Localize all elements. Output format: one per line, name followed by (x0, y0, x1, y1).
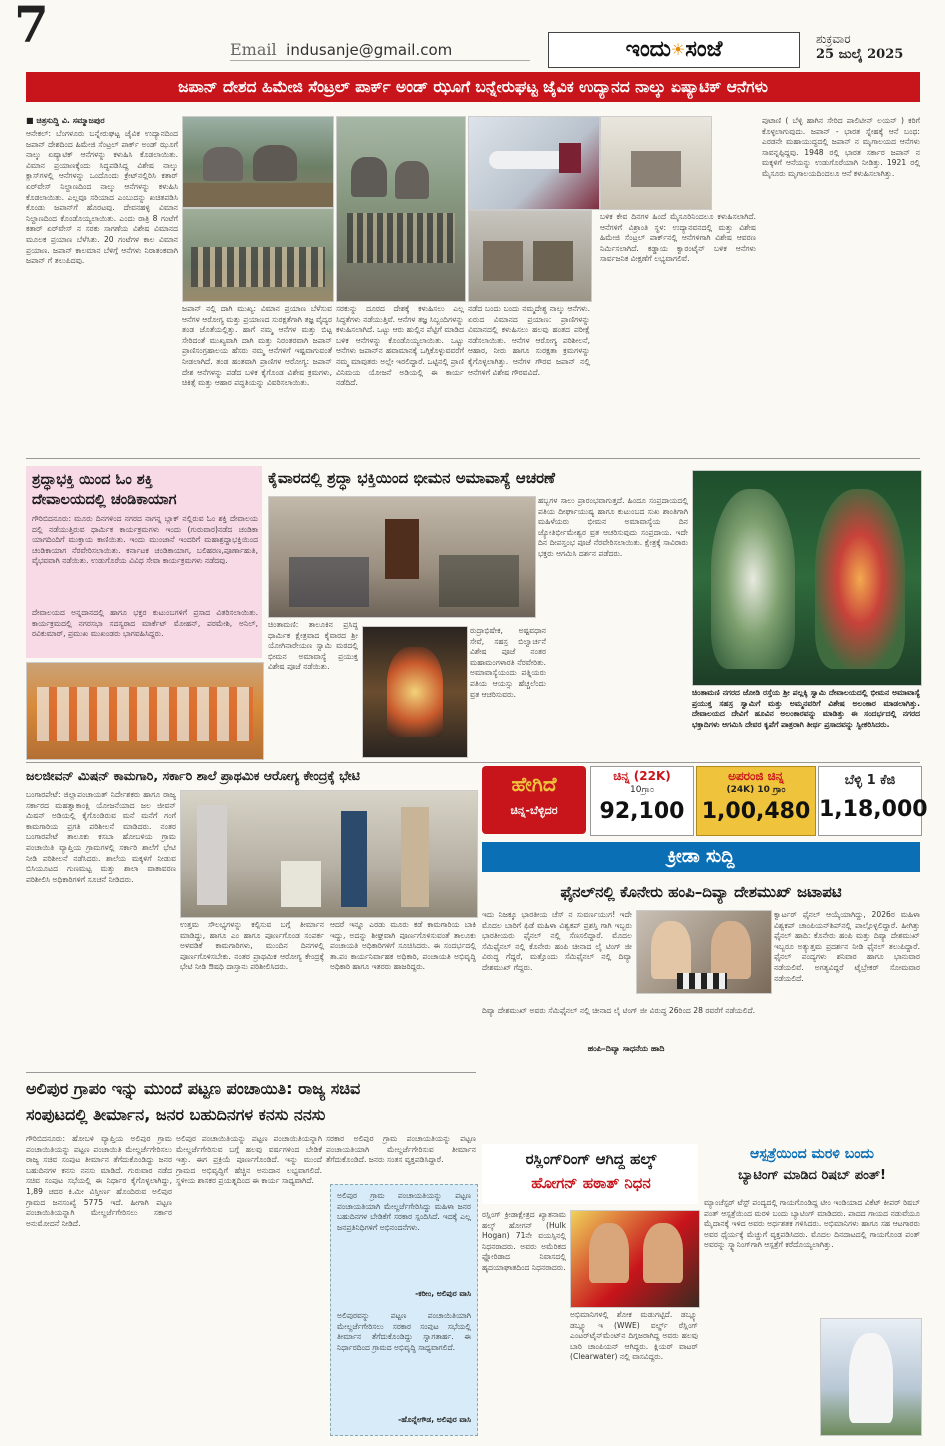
aircraft-tail (559, 143, 581, 173)
newspaper-logo (548, 32, 800, 68)
issue-date: 25 ಜುಲೈ 2025 (816, 47, 904, 62)
gold24-value: 1,00,480 (701, 799, 811, 824)
section-rule (26, 458, 920, 459)
quote-1: ಅಲಿಪುರ ಗ್ರಾಮ ಪಂಚಾಯತಿಯನ್ನು ಪಟ್ಟಣ ಪಂಚಾಯತಿಯಾಗಿ ಮೇಲ್ದರ್ಜೆಗೇರಿಸಿದ್ದು ಮಹಿಳಾ ಜನರ ಬಹುದಿನಗಳ ಬೇಡಿಕೆಗೆ ಸರಕಾರ ಸ್ಪಂದಿಸಿದೆ. ಇದಕ್ಕೆ ಎಲ್ಲ ಜನಪ್ರತಿನಿಧಿಗಳಿಗೆ ಅಭಿನಂದನೆಗಳು. (337, 1191, 471, 1232)
bhima-col-1: ಚಿಂತಾಮಣಿ: ತಾಲೂಕಿನ ಪ್ರಸಿದ್ಧ ಧಾರ್ಮಿಕ ಕ್ಷೇತ್ರವಾದ ಕೈವಾರದ ಶ್ರೀ ಯೋಗಿನಾರೇಯಣ ಸ್ವಾಮಿ ಮಠದಲ್ಲಿ ಭೀಮನ ಅಮಾವಾಸ್ಯೆ ಪ್ರಯುಕ್ತ ವಿಶೇಷ ಪೂಜೆ ನಡೆಯಿತು. (268, 620, 358, 672)
email-label: Email (230, 40, 277, 59)
gold24-box (696, 766, 816, 836)
people-row (191, 247, 325, 287)
gold22-box (590, 766, 694, 836)
pant-body-continued (704, 1318, 816, 1434)
email-address[interactable]: indusanje@gmail.com (286, 41, 453, 59)
crate-shape (631, 151, 681, 187)
lead-headline: ಜಪಾನ್ ದೇಶದ ಹಿಮೇಜಿ ಸೆಂಟ್ರಲ್ ಪಾರ್ಕ್ ಅಂಡ್ ಝೂಗೆ ಬನ್ನೇರುಘಟ್ಟ ಜೈವಿಕ ಉದ್ಯಾನದ ನಾಲ್ಕು ಏಷ್ಯಾಟಿಕ್ ಆನೆಗಳು (26, 72, 920, 102)
quote-1-author: -ಕರೀಂ, ಅಲಿಪುರ ವಾಸಿ (415, 1289, 471, 1298)
flower-decorated-deities-photo (692, 470, 922, 686)
hulk-hogan-photo (570, 1210, 700, 1308)
gold24-unit: (24K) 10 ಗ್ರಾಂ (726, 785, 786, 795)
bhima-col-2: ರುದ್ರಾಭಿಷೇಕ, ಅಷ್ಟವಧಾನ ಸೇವೆ, ಸಹಸ್ರ ಬಿಲ್ವಾರ್ಚನೆ ವಿಶೇಷ ಪೂಜೆ ನಂತರ ಮಹಾಮಂಗಳಾರತಿ ನೆರವೇರಿತು. ಅಮಾವಾಸ್ಯೆಯಂದು ಪತ್ನಿಯರು ಪತಿಯ ಆಯಸ್ಸು ಹೆಚ್ಚಲೆಂದು ವ್ರತ ಆಚರಿಸುವರು. (470, 626, 546, 699)
devotees-group (439, 555, 519, 607)
chess-caption: ದಿವ್ಯಾ ದೇಶಮುಖ್ ಅವರು ಸೆಮಿಫೈನಲ್ ನಲ್ಲಿ ಚೀನಾದ ಲೈ ಟಿಂಗ್ ಜೀ ವಿರುದ್ಧ 26ರಿಂದ 28 ರವರೆಗೆ ನಡೆಯಲಿದೆ. (482, 1006, 756, 1015)
elephant-shape (253, 145, 297, 181)
quote-2: ಅಲಿಪುರವನ್ನು ಪಟ್ಟಣ ಪಂಚಾಯಿತಿಯಾಗಿ ಮೇಲ್ದರ್ಜೆಗೇರಿಸಲು ಸರಕಾರ ಸಂಪುಟ ಸಭೆಯಲ್ಲಿ ತೀರ್ಮಾನ ತೆಗೆದುಕೊಂಡಿದ್ದು ಸ್ವಾಗತಾರ್ಹ. ಈ ನಿರ್ಧಾರದಿಂದ ಗ್ರಾಮದ ಅಭಿವೃದ್ಧಿ ಸಾಧ್ಯವಾಗಲಿದೆ. (337, 1311, 471, 1352)
badge-line-1: ಹೇಗಿದೆ (511, 772, 557, 796)
crate-shape (483, 241, 523, 281)
hogan-headline-1: ರಸ್ಲಿಂಗ್‌ರಿಂಗ್ ಆಗಿದ್ದ ಹಲ್ಕ್ (525, 1150, 657, 1168)
jal-headline: ಜಲಜೀವನ್ ಮಿಷನ್ ಕಾಮಗಾರಿ, ಸರ್ಕಾರಿ ಶಾಲೆ ಪ್ರಾಥಮಿಕ ಆರೋಗ್ಯ ಕೇಂದ್ರಕ್ಕೆ ಭೇಟಿ (26, 768, 360, 783)
cargo-aircraft-photo (468, 116, 600, 210)
pant-headline-1: ಆಸ್ಪತ್ರೆಯಿಂದ ಮರಳಿ ಬಂದು (750, 1146, 874, 1162)
weekday: ಶುಕ್ರವಾರ (816, 32, 851, 46)
alipura-col-1: ಗೌರಿಬಿದನೂರು: ಹೋಬಳಿ ವ್ಯಾಪ್ತಿಯ ಅಲಿಪುರ ಗ್ರಾಮ ಪಂಚಾಯಿತಿಯನ್ನು ಪಟ್ಟಣ ಪಂಚಾಯಿತಿ ಮೇಲ್ದರ್ಜೆಗೇರಿಸಲು ರಾಜ್ಯ ಸಚಿವ ಸಂಪುಟ ತೀರ್ಮಾನ ತೆಗೆದುಕೊಂಡಿದ್ದು ಜನರ ಬಹುದಿನಗಳ ಕನಸು ನನಸು ಮಾಡಿದೆ. ಗುರುವಾರ ನಡೆದ ಸಚಿವ ಸಂಪುಟ ಸಭೆಯಲ್ಲಿ ಈ ನಿರ್ಧಾರ ಕೈಗೊಳ್ಳಲಾಗಿದ್ದು, 1,89 ಚದರ ಕಿ.ಮೀ ವಿಸ್ತೀರ್ಣ ಹೊಂದಿರುವ ಅಲಿಪುರ ಗ್ರಾಮದ ಜನಸಂಖ್ಯೆ 5775 ಇದೆ. ಹೀಗಾಗಿ ಪಟ್ಟಣ ಪಂಚಾಯಿತಿಯನ್ನಾಗಿ ಮೇಲ್ದರ್ಜೆಗೇರಿಸಲು ಸರ್ಕಾರ ಅನುಮೋದನೆ ನೀಡಿದೆ. (26, 1134, 172, 1228)
chandika-body-2: ದೇವಾಲಯದ ಅನ್ನದಾನದಲ್ಲಿ ಹಾಗೂ ಭಕ್ತರ ಕುಟುಂಬಗಳಿಗೆ ಪ್ರಸಾದ ವಿತರಿಸಲಾಯಿತು. ಕಾರ್ಯಕ್ರಮದಲ್ಲಿ ನಗರಸಭಾ ಸದಸ್ಯರಾದ ಮಾರ್ಕೆಟ್ ಮೋಹನ್, ಪರಮೇಶಿ, ಅನಿಲ್, ರವಿಕುಮಾರ್, ಪ್ರಮುಖ ಮುಖಂಡರು ಭಾಗವಹಿಸಿದ್ದರು. (32, 608, 258, 639)
hogan-col-2: ಅಭಿಮಾನಿಗಳಲ್ಲಿ ಶೋಕ ಮಡುಗಟ್ಟಿದೆ. ಡಬ್ಲ್ಯೂ ಡಬ್ಲ್ಯೂ ಇ (WWE) ವರ್ಲ್ಡ್ ರೆಸ್ಲಿಂಗ್ ಎಂಟರ್‌ಟೈನ್‌ಮೆಂಟ್‌ನ ದಿಗ್ಗಜರಾಗಿದ್ದ ಅವರು ಹಲವು ಬಾರಿ ಚಾಂಪಿಯನ್ ಆಗಿದ್ದರು. ಕ್ಲಿಯರ್ ವಾಟರ್ (Clearwater) ನಲ್ಲಿ ವಾಸವಿದ್ದರು. (570, 1310, 698, 1362)
bhima-col-3: ಹಬ್ಬಗಳ ಸಾಲು ಪ್ರಾರಂಭವಾಗುತ್ತದೆ. ಹಿಂದೂ ಸಂಪ್ರದಾಯದಲ್ಲಿ ಪತಿಯ ದೀರ್ಘಾಯುಷ್ಯ ಹಾಗೂ ಕುಟುಂಬದ ಸುಖ ಶಾಂತಿಗಾಗಿ ಮಹಿಳೆಯರು ಭೀಮನ ಅಮಾವಾಸ್ಯೆಯ ದಿನ ಜ್ಯೋತಿರ್ಭೀಮೇಶ್ವರ ವ್ರತ ಆಚರಿಸುವುದು ಸಂಪ್ರದಾಯ. ಇದೇ ದಿನ ದೀಪಸ್ತಂಭ ಪೂಜೆ ನೆರವೇರಿಸಲಾಯಿತು. ಕ್ಷೇತ್ರಕ್ಕೆ ಸಾವಿರಾರು ಭಕ್ತರು ಆಗಮಿಸಿ ದರ್ಶನ ಪಡೆದರು. (538, 496, 688, 558)
cricketer-figure (849, 1333, 893, 1423)
water-tank (281, 861, 321, 907)
deity-figure-left (711, 489, 795, 669)
section-rule (26, 1072, 476, 1073)
chess-headline: ಫೈನಲ್‌ನಲ್ಲಿ ಕೊನೇರು ಹಂಪಿ–ದಿವ್ಯಾ ದೇಶಮುಖ್ ಜಟಾಪಟಿ (560, 883, 842, 901)
officials-inspection-photo (180, 790, 478, 918)
deity-figure (387, 647, 443, 737)
gold22-value: 92,100 (599, 799, 685, 824)
elephants-group-photo (336, 116, 466, 302)
chess-col-1: ಇದು ನಿಜಕ್ಕೂ ಭಾರತೀಯ ಚೆಸ್ ನ ಸುವರ್ಣಯುಗ! ಇದೇ ಮೊದಲ ಬಾರಿಗೆ ಫಿಡೆ ಮಹಿಳಾ ವಿಶ್ವಕಪ್ ಪ್ರಶಸ್ತಿ ಗಾಗಿ ಇಬ್ಬರು ಭಾರತೀಯರು ಫೈನಲ್ ನಲ್ಲಿ ಸೆಣಸಲಿದ್ದಾರೆ. ಮೊದಲ ಸೆಮಿಫೈನಲ್ ನಲ್ಲಿ ಕೊನೇರು ಹಂಪಿ ಚೀನಾದ ಲೈ ಟಿಂಗ್ ಜೀ ವಿರುದ್ಧ ಗೆದ್ದರೆ, ಮತ್ತೊಂದು ಸೆಮಿಫೈನಲ್ ನಲ್ಲಿ ದಿವ್ಯಾ ದೇಶಮುಖ್ ಗೆದ್ದರು. (482, 910, 632, 972)
devotees-group (289, 557, 369, 607)
rishabh-pant-photo (820, 1318, 922, 1436)
chess-col-2: ಕ್ವಾರ್ಟರ್ ಫೈನಲ್‌ ಆಯ್ಕೆಯಾಗಿದ್ದು, 2026ರ ಮಹಿಳಾ ವಿಶ್ವಕಪ್ ಚಾಂಪಿಯನ್‌ಶಿಪ್‌ನಲ್ಲಿ ಪಾಲ್ಗೊಳ್ಳಲಿದ್ದಾರೆ. ಹೀಗಿತ್ತು ಫೈನಲ್ ಹಾದಿ: ಕೊನೇರು ಹಂಪಿ ಮತ್ತು ದಿವ್ಯಾ ದೇಶಮುಖ್ ಇಬ್ಬರೂ ಅತ್ಯುತ್ತಮ ಪ್ರದರ್ಶನ ನೀಡಿ ಫೈನಲ್ ತಲುಪಿದ್ದಾರೆ. ಫೈನಲ್ ಪಂದ್ಯಗಳು ಶನಿವಾರ ಹಾಗೂ ಭಾನುವಾರ ನಡೆಯಲಿವೆ. ಅಗತ್ಯವಿದ್ದರೆ ಟೈಬ್ರೇಕರ್ ಸೋಮವಾರ ನಡೆಯಲಿದೆ. (774, 910, 920, 983)
hogan-headline-2: ಹೋಗನ್ ಹಠಾತ್ ನಿಧನ (531, 1174, 651, 1192)
chess-subhead: ಹಂಪಿ–ದಿವ್ಯಾ ಸಾಧನೆಯ ಹಾದಿ (587, 1044, 665, 1053)
hogan-col-1: ರಸ್ಲಿಂಗ್ ಕ್ರೀಡಾಕ್ಷೇತ್ರದ ಖ್ಯಾತನಾಮ ಹಲ್ಕ್ ಹೋಗನ್ (Hulk Hogan) 71ನೇ ವಯಸ್ಸಿನಲ್ಲಿ ನಿಧನರಾದರು. ಅವರು ಅಮೆರಿಕದ ಫ್ಲೋರಿಡಾದ ನಿವಾಸದಲ್ಲಿ ಹೃದಯಾಘಾತದಿಂದ ನಿಧನರಾದರು. (482, 1210, 566, 1272)
lead-col-3: ಸರಕುನ್ನು ದೂರದ ದೇಶಕ್ಕೆ ಕಳುಹಿಸಲು ಎಲ್ಲ ಸಿದ್ಧತೆಗಳು ನಡೆಯುತ್ತಿವೆ. ಆನೆಗಳ ತಜ್ಞ ಸಿಬ್ಬಂದಿಗಳನ್ನು ಕಳುಹಿಸಲಾಗಿದೆ. ಒಟ್ಟು ಆರು ಹುಲ್ಲಿನ ಪೆಟ್ಟಿಗೆ ಮಾಡಿದ ಬಳಿಕ ಆನೆಗಳನ್ನು ಕೊಂಡೊಯ್ಯಲಾಯಿತು. ಒಟ್ಟು ಆನೆಗಳು ಜಪಾನ್‌ನ ಹವಾಮಾನಕ್ಕೆ ಒಗ್ಗಿಕೊಳ್ಳುವವರೆಗೆ ನಮ್ಮ ಮಾವುತರು ಅಲ್ಲೇ ಇರಲಿದ್ದಾರೆ. ಒಟ್ಟಿನಲ್ಲಿ ಪ್ರಾಣಿ ವಿನಿಮಯ ಯೋಜನೆ ಅಡಿಯಲ್ಲಿ ಈ ಕಾರ್ಯ ನಡೆದಿದೆ. (336, 304, 464, 388)
gold22-label: ಚಿನ್ನ (22K) (613, 769, 671, 783)
lead-col-1: ಆನೇಕಲ್: ಬೆಂಗಳೂರು ಬನ್ನೇರುಘಟ್ಟ ಜೈವಿಕ ಉದ್ಯಾನದಿಂದ ಜಪಾನ್ ದೇಶದಿಂದ ಹಿಮೇಜಿ ಸೆಂಟ್ರಲ್ ಪಾರ್ಕ್ ಅಂಡ್ ಝೂಗೆ ನಾಲ್ಕು ಏಷ್ಯಾಟಿಕ್ ಆನೆಗಳನ್ನು ಕಳುಹಿಸಿ ಕೊಡಲಾಯಿತು. ವಿಮಾನ ಪ್ರಯಾಣಕ್ಕೆಂದು ಸಿದ್ಧಪಡಿಸಿದ್ದ ವಿಶೇಷ ನಾಲ್ಕು ಕ್ಲಾಸ್‌ಗಳಲ್ಲಿ ಆನೆಗಳನ್ನು ಒಂದೊಂದು ಕ್ರೇಟ್‌ನಲ್ಲಿರಿಸಿ ಕತಾರ್ ಏರ್‌ವೇಸ್ ನಿಲ್ದಾಣದಿಂದ ನಾಲ್ಕು ಆನೆಗಳನ್ನು ಕಳುಹಿಸಿ ಕೊಡಲಾಯಿತು. ಎಲ್ಲವೂ ಸರಿಯಾದ ಎಂಬುದನ್ನು ಖಚಿತಪಡಿಸಿ ಕೊಂಡು ಜಪಾನ್‌ಗೆ ಹೊರಟವು. ದೇವನಹಳ್ಳಿ ವಿಮಾನ ನಿಲ್ದಾಣದಿಂದ ಕೊಂಡೊಯ್ಯಲಾಯಿತು. ಎಂದು ರಾತ್ರಿ 8 ಗಂಟೆಗೆ ಕತಾರ್ ಏರ್‌ವೇಸ್ ನ ಸರಕು ಸಾಗಣೆಯ ವಿಶೇಷ ವಿಮಾನದ ಮೂಲಕ ಪ್ರಯಾಣ ಬೆಳೆಸಿತು. 20 ಗಂಟೆಗಳ ಕಾಲ ವಿಮಾನ ಪ್ರಯಾಣ. ಜಪಾನ್ ಕಾಲಮಾನ ಬೆಳಿಗ್ಗೆ ಆನೆಗಳು ನಿರಾತಂಕವಾಗಿ ಜಪಾನ್ ಗೆ ತಲುಪಿದವು. (26, 129, 178, 266)
elephant-shape (395, 161, 429, 199)
pant-headline-box (704, 1144, 920, 1194)
email-line (230, 40, 452, 59)
officials-group-photo (182, 208, 334, 302)
person-shape (197, 805, 227, 905)
logo-left: ಇಂದು (625, 37, 671, 62)
lead-col-6: ಪುಟಾಣಿ ( ಬೆಳ್ಳಿ ಹಾಗಿನ ಸೇರಿದ ಪಾಲಿಟೀನ್ ಲಯನ್ ) ಕರಿಗೆ ಕೊಳ್ಳಲಾಗುವುದು. ಜಪಾನ್ - ಭಾರತ ಸ್ನೇಹಕ್ಕೆ ಆನೆ ಬಂಧ: ಎರಡನೇ ಮಹಾಯುದ್ಧದಲ್ಲಿ ಜಪಾನ್ ನ ಮೃಗಾಲಯದ ಆನೆಗಳು ಸಾವನ್ನಪ್ಪಿದ್ದವು. 1948 ರಲ್ಲಿ ಭಾರತ ಸರ್ಕಾರ ಜಪಾನ್ ನ ಮಕ್ಕಳಿಗೆ ಆನೆಯನ್ನು ಉಡುಗೊರೆಯಾಗಿ ನೀಡಿತ್ತು. 1921 ರಲ್ಲಿ ಮೈಸೂರು ಮೃಗಾಲಯದಿಂದಲೂ ಆನೆ ಕಳುಹಿಸಲಾಗಿತ್ತು. (762, 116, 920, 178)
pant-body: ಮ್ಯಾಂಚೆಸ್ಟರ್ ಟೆಸ್ಟ್ ಪಂದ್ಯದಲ್ಲಿ ಗಾಯಗೊಂಡಿದ್ದ ಟೀಂ ಇಂಡಿಯಾದ ವಿಕೆಟ್ ಕೀಪರ್ ರಿಷಬ್ ಪಂತ್ ಆಸ್ಪತ್ರೆಯಿಂದ ಮರಳಿ ಬಂದು ಬ್ಯಾಟಿಂಗ್ ಮಾಡಿದರು. ಪಾದದ ಗಾಯದ ನಡುವೆಯೂ ಮೈದಾನಕ್ಕೆ ಇಳಿದ ಅವರು ಅರ್ಧಶತಕ ಗಳಿಸಿದರು. ಅಭಿಮಾನಿಗಳು ಹಾಗೂ ಸಹ ಆಟಗಾರರು ಅವರ ಧೈರ್ಯಕ್ಕೆ ಮೆಚ್ಚುಗೆ ವ್ಯಕ್ತಪಡಿಸಿದರು. ಮೊದಲ ದಿನದಾಟದಲ್ಲಿ ಗಾಯಗೊಂಡ ಪಂತ್ ಅವರನ್ನು ಸ್ಕ್ಯಾನಿಂಗ್‌ಗಾಗಿ ಆಸ್ಪತ್ರೆಗೆ ಕರೆದೊಯ್ಯಲಾಗಿತ್ತು. (704, 1198, 920, 1250)
elephants-keepers-photo (182, 116, 334, 208)
lead-byline: ■ ಚಿತ್ರಸುದ್ದಿ ವಿ. ಸಮ್ಮಾಜಪುರ (26, 116, 105, 125)
chess-players-photo (636, 910, 772, 994)
alipura-quote-box (330, 1184, 478, 1436)
lead-col-4: ನಡೆದ ಬಂದು ಬಂದು ನಮ್ಮದೇಶ್ಧ ನಾಲ್ಕು ಆನೆಗಳು. ಏರುದ ವಿಮಾನದ ಪ್ರಯಾಣ: ಪ್ರಾಣಿಗಳನ್ನು ವಿಮಾನದಲ್ಲಿ ಕಳುಹಿಸಲು ಹಲವು ಹಂತದ ಪರೀಕ್ಷೆ ನಡೆಸಲಾಯಿತು. ಆನೆಗಳ ಆರೋಗ್ಯ ಪರಿಶೀಲನೆ, ಆಹಾರ, ನೀರು ಹಾಗೂ ಸುರಕ್ಷತಾ ಕ್ರಮಗಳನ್ನು ಕೈಗೊಳ್ಳಲಾಗಿತ್ತು. ಆನೆಗಳ ಗೌರವ ಜಪಾನ್ ನಲ್ಲಿ ಆನೆಗಳಿಗೆ ವಿಶೇಷ ಗೌರವವಿದೆ. (468, 304, 590, 377)
silver-box (818, 766, 928, 836)
elephant-shape (351, 157, 387, 197)
jal-col-1: ಬಂಗಾರಪೇಟೆ: ಜಿಲ್ಲಾಪಂಚಾಯತ್ ನಿರ್ದೇಶಕರು ಹಾಗೂ ರಾಜ್ಯ ಸರ್ಕಾರದ ಮಹತ್ವಾಕಾಂಕ್ಷಿ ಯೋಜನೆಯಾದ ಜಲ ಜೀವನ್ ಮಿಷನ್ ಅಡಿಯಲ್ಲಿ ಕೈಗೊಂಡಿರುವ ಮನೆ ಮನೆಗೆ ಗಂಗೆ ಕಾಮಗಾರಿಯ ಪ್ರಗತಿ ಪರಿಶೀಲನೆ ಮಾಡಿದರು. ನಂತರ ಬಂಗಾರಪೇಟೆ ತಾಲೂಕು ಕಸಬಾ ಹೋಬಳಿಯ ಗ್ರಾಮ ಪಂಚಾಯಿತಿ ವ್ಯಾಪ್ತಿಯ ಗ್ರಾಮಗಳಲ್ಲಿ ಸರ್ಕಾರಿ ಶಾಲೆಗೆ ಭೇಟಿ ನೀಡಿ ಪರಿಶೀಲನೆ ನಡೆಸಿದರು. ಶಾಲೆಯ ಮಕ್ಕಳಿಗೆ ನೀಡುವ ಬಿಸಿಯೂಟದ ಗುಣಮಟ್ಟ ಮತ್ತು ಶಾಲಾ ವಾತಾವರಣ ಪರಿಶೀಲಿಸಿ ಅಧಿಕಾರಿಗಳಿಗೆ ಸೂಚನೆ ನೀಡಿದರು. (26, 790, 176, 884)
badge-line-2: ಚಿನ್ನ-ಬೆಳ್ಳಿದರ (510, 804, 558, 817)
lead-col-5: ಬಳಿಕ ಕೇವ ದಿನಗಳ ಹಿಂದೆ ಮೈಸೂರಿನಿಂದಲೂ ಕಳುಹಿಸಲಾಗಿದೆ. ಆನೆಗಳಿಗೆ ವಿಶ್ರಾಂತಿ ಸ್ಥಳ: ಉದ್ಯಾನವನದಲ್ಲಿ ಮತ್ತು ವಿಶೇಷ ಹಿಮೇಜಿ ಸೆಂಟ್ರಲ್ ಪಾರ್ಕ್‌ನಲ್ಲಿ ಆನೆಗಳಿಗಾಗಿ ವಿಶೇಷ ಆವರಣ ನಿರ್ಮಿಸಲಾಗಿದೆ. ಕಡ್ಡಾಯ ಕ್ವಾರಂಟೈನ್ ಬಳಿಕ ಆನೆಗಳು ಸಾರ್ವಜನಿಕ ವೀಕ್ಷಣೆಗೆ ಲಭ್ಯವಾಗಲಿವೆ. (600, 212, 756, 264)
shrine-doorway (385, 519, 419, 579)
alipura-headline-2: ಸಂಪುಟದಲ್ಲಿ ತೀರ್ಮಾನ, ಜನರ ಬಹುದಿನಗಳ ಕನಸು ನನಸು (26, 1105, 326, 1124)
pant-headline-2: ಬ್ಯಾಟಿಂಗ್ ಮಾಡಿದ ರಿಷಬ್ ಪಂತ್! (738, 1168, 886, 1183)
deity-decorated-photo (362, 626, 468, 758)
silver-value: 1,18,000 (819, 797, 928, 822)
ground-shape (183, 183, 333, 207)
logo-right: ಸಂಜೆ (685, 37, 723, 62)
alipura-col-3: ಸರಕಾರ ಅಲಿಪುರ ಗ್ರಾಮ ಪಂಚಾಯತಿಯನ್ನು ಪಟ್ಟಣ ಪಂಚಾಯತಿಯಾಗಿ ಮೇಲ್ದರ್ಜೆಗೇರಿಸುವ ತೀರ್ಮಾನ ತೆಗೆದುಕೊಂಡಿದೆ. ಜನರು ಸಂತಸ ವ್ಯಕ್ತಪಡಿಸಿದ್ದಾರೆ. (326, 1134, 476, 1165)
page-number: 7 (14, 0, 49, 54)
gold-rate-badge (482, 766, 586, 834)
jal-col-2: ಉತ್ತಮ ಸೌಲಭ್ಯಗಳನ್ನು ಕಲ್ಪಿಸುವ ಬಗ್ಗೆ ತೀರ್ಮಾನ ಮಾಡಿದ್ದು, ಹಾಗೂ ಎಂ ಹಾಗೂ ಪೂರ್ಣಗೊಂಡ ಸಂಪರ್ಕ ಅಳವಡಿಕೆ ಕಾಮಗಾರಿಗಳು, ಮುಂದಿನ ದಿನಗಳಲ್ಲಿ ಪೂರ್ಣಗೊಳಿಸಬೇಕು. ನಂತರ ಪ್ರಾಥಮಿಕ ಆರೋಗ್ಯ ಕೇಂದ್ರಕ್ಕೆ ಭೇಟಿ ನೀಡಿ ಔಷಧಿ ದಾಸ್ತಾನು ಪರಿಶೀಲಿಸಿದರು. (180, 920, 324, 972)
elephant-shape (203, 147, 243, 181)
section-rule (26, 762, 920, 763)
player-portrait (711, 921, 751, 979)
chandika-headline-1: ಶ್ರದ್ಧಾಭಕ್ತಿ ಯಿಂದ ಓಂ ಶಕ್ತಿ (32, 472, 153, 488)
temple-devotees-photo (268, 496, 536, 618)
deity-photo-caption: ಚಿಂತಾಮಣಿ ನಗರದ ಜೋಡಿ ರಸ್ತೆಯ ಶ್ರೀ ಪಲ್ಲಕ್ಕಿ ಸ್ವಾಮಿ ದೇವಾಲಯದಲ್ಲಿ ಭೀಮನ ಅಮಾವಾಸ್ಯೆ ಪ್ರಯುಕ್ತ ಸಹಸ್ರ ಸ್ವಾಮಿಗೆ ಮತ್ತು ಅಮ್ಮನವರಿಗೆ ವಿಶೇಷ ಅಲಂಕಾರ ಮಾಡಲಾಗಿತ್ತು. ದೇವಾಲಯದ ದೇವಿಗೆ ಹೂವಿನ ಅಲಂಕಾರವನ್ನು ಮಾಡಿತ್ತು ಈ ಸಂದರ್ಭದಲ್ಲಿ ನಗರದ ಭಕ್ತಾದಿಗಳು ಆಗಮಿಸಿ ದೇವರ ಕೃಪೆಗೆ ಪಾತ್ರರಾಗಿ ತೀರ್ಥ ಪ್ರಸಾದವನ್ನು ಸ್ವೀಕರಿಸಿದರು. (692, 688, 920, 729)
chandika-story-box (26, 466, 262, 658)
person-shape (341, 811, 367, 907)
gold24-label: ಅಪರಂಜಿ ಚಿನ್ನ (728, 769, 784, 783)
crate-shape (533, 241, 573, 281)
alipura-col-2: ಅಲಿಪುರ ಪಂಚಾಯಿತಿಯನ್ನು ಪಟ್ಟಣ ಪಂಚಾಯಿತಿಯನ್ನಾಗಿ ಮೇಲ್ದರ್ಜೆಗೇರಿಸುವ ಬಗ್ಗೆ ಹಲವು ವರ್ಷಗಳಿಂದ ಬೇಡಿಕೆ ಇತ್ತು. ಈಗ ಪ್ರಕ್ರಿಯೆ ಪೂರ್ಣಗೊಂಡಿದೆ. ಇನ್ನು ಮುಂದೆ ಗ್ರಾಮದ ಅಭಿವೃದ್ಧಿಗೆ ಹೆಚ್ಚಿನ ಅನುದಾನ ಲಭ್ಯವಾಗಲಿದೆ. ಸ್ಥಳೀಯ ಶಾಸಕರ ಪ್ರಯತ್ನದಿಂದ ಈ ಕಾರ್ಯ ಸಾಧ್ಯವಾಗಿದೆ. (176, 1134, 322, 1186)
people-row (347, 213, 455, 263)
bhima-headline: ಕೈವಾರದಲ್ಲಿ ಶ್ರದ್ಧಾ ಭಕ್ತಿಯಿಂದ ಭೀಮನ ಅಮಾವಾಸ್ಯೆ ಆಚರಣೆ (268, 469, 555, 487)
player-portrait (651, 921, 691, 979)
sports-section-band: ಕ್ರೀಡಾ ಸುದ್ದಿ (482, 842, 920, 872)
devotees-row (37, 687, 253, 741)
silver-label: ಬೆಳ್ಳಿ 1 ಕೆಜಿ (844, 773, 896, 788)
gold22-unit: 10ಗ್ರಾಂ (630, 785, 654, 795)
masthead-rule (230, 60, 530, 61)
chess-pieces (677, 973, 727, 989)
wrestler-figure (643, 1223, 683, 1283)
chandika-body: ಗೌರಿಬಿದನೂರು: ಮೂರು ದಿನಗಳಿಂದ ನಗರದ ನಾಗನ್ನ ಬ್ಲಾಕ್ ನಲ್ಲಿರುವ ಓಂ ಶಕ್ತಿ ದೇವಾಲಯ ದಲ್ಲಿ ನಡೆಯುತ್ತಿರುವ ಧಾರ್ಮಿಕ ಕಾರ್ಯಕ್ರಮಗಳು ಇಂದು (ಗುರುವಾರ)ನಡೆದ ಚಂಡಿಕಾ ಯಾಗದಿಂದಿಗೆ ಮುಕ್ತಾಯ ಕಾಣಿಯಿತು. ಇಂದು ಮುಂಜಾನೆ ಇಂದರಿಗೆ ಮಹಾಶ್ರದ್ದಾಭಕ್ತಿಯಿಂದ ಚಂಡಿಕಾಯಾಗ ನೆರವೇರಿಸಲಾಯಿತು. ಕರ್ನಾಟಕ ಚಂಡಿಕಾಯಾಗ, ಬಲಿಹರಣ,ಪೂರ್ಣಾಹುತಿ, ವೈಭವವಾಗಿ ನಡೆಯಿತು. ಉಡುಗೊರೆಯ ವಿವಿಧ ಸೇವಾ ಕಾರ್ಯಕ್ರಮಗಳು ನಡೆದವು. (32, 514, 258, 566)
chandika-headline-2: ದೇವಾಲಯದಲ್ಲಿ ಚಂಡಿಕಾಯಾಗ (32, 492, 177, 508)
jal-col-3: ಆದರೆ ಇನ್ನೂ ಎರಡು ಮೂರು ಕಡೆ ಕಾಮಗಾರಿಯ ಬಾಕಿ ಇದ್ದು, ಅದನ್ನು ಶೀಘ್ರವಾಗಿ ಪೂರ್ಣಗೊಳಿಸುವಂತೆ ತಾಲೂಕು ಪಂಚಾಯತಿ ಅಧಿಕಾರಿಗಳಿಗೆ ಸೂಚಿಸಿದರು. ಈ ಸಂದರ್ಭದಲ್ಲಿ ತಾ.ಪಂ ಕಾರ್ಯನಿರ್ವಾಹಕ ಅಧಿಕಾರಿ, ಪಂಚಾಯತಿ ಅಭಿವೃದ್ಧಿ ಅಧಿಕಾರಿ ಹಾಗೂ ಇತರರು ಹಾಜರಿದ್ದರು. (330, 920, 476, 972)
hogan-headline-box (482, 1144, 698, 1204)
alipura-headline-1: ಅಲಿಪುರ ಗ್ರಾಪಂ ಇನ್ನು ಮುಂದೆ ಪಟ್ಟಣ ಪಂಚಾಯಿತಿ: ರಾಜ್ಯ ಸಚಿವ (26, 1079, 361, 1098)
chandika-devotees-photo (26, 662, 264, 760)
person-shape (401, 807, 429, 907)
wrestler-figure (589, 1223, 629, 1283)
aircraft-hold-photo (600, 116, 712, 210)
byline-text: ಚಿತ್ರಸುದ್ದಿ ವಿ. ಸಮ್ಮಾಜಪುರ (36, 116, 105, 125)
crates-loading-photo (468, 210, 592, 302)
sun-icon: ☀ (670, 40, 686, 59)
quote-2-author: -ಹೊನ್ನೇಗೌಡ, ಅಲಿಪುರ ವಾಸಿ (398, 1415, 471, 1424)
deity-figure-right (815, 489, 905, 669)
lead-col-2: ಜಪಾನ್ ನಲ್ಲಿ ದಾಗಿ ಮುಖ್ಯ: ವಿಮಾನ ಪ್ರಯಾಣ ಬೆಳೆಸುವ ಆನೆಗಳ ಆರೋಗ್ಯ ಮತ್ತು ಪ್ರಯಾಣದ ಸುರಕ್ಷತೆಗಾಗಿ ತಜ್ಞ ವೈದ್ಯರ ತಂಡ ಜೊತೆಯಲ್ಲಿತ್ತು. ಹಾಗೆ ನಮ್ಮ ಆನೆಗಳ ಮತ್ತು ಬಿಟ್ಟ ಸೇರಿದಂತೆ ಮುಖ್ಯವಾಗಿ ದಾಗಿ ಮತ್ತು ನಿರಂತರವಾಗಿ ಜಪಾನ್ ಪ್ರಾಣಿಸಂಗ್ರಹಾಲಯ ಹೆಸರು ನಮ್ಮ ಆನೆಗಳಿಗೆ ಇಷ್ಟವಾಗುವಂತೆ ನೀಡಲಾಗಿದೆ. ತಂಡ ಹಂತವಾಗಿ ಪ್ರಾಣಿಗಳ ಆರೋಗ್ಯ: ಜಪಾನ್ ದೇಶ ಆನೆಗಳನ್ನು ಪಡೆದ ಬಳಿಕ ಕೈಗೊಂಡ ವಿಶೇಷ ಕ್ರಮಗಳು, ಚಿಕಿತ್ಸೆ ಮತ್ತು ಆಹಾರ ಪದ್ಧತಿಯನ್ನು ವಿವರಿಸಲಾಯಿತು. (182, 304, 332, 388)
